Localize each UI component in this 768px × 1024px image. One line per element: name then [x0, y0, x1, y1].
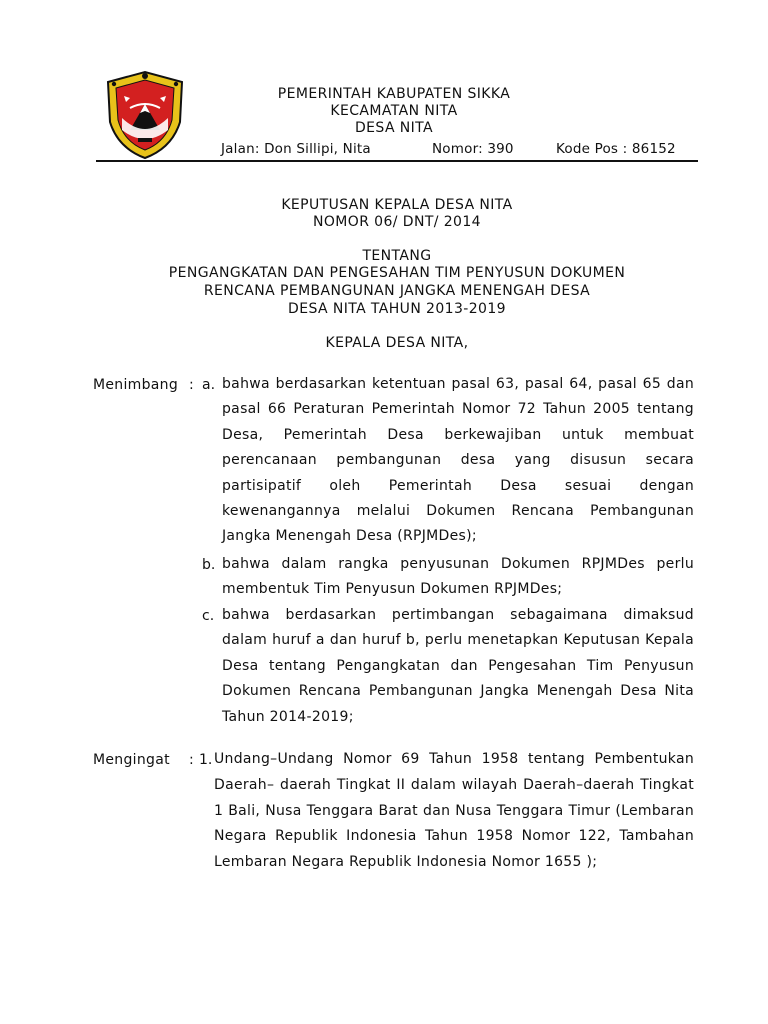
decree-issuer: KEPALA DESA NITA,	[325, 335, 469, 351]
decree-subject-line-2: RENCANA PEMBANGUNAN JANGKA MENENGAH DESA	[203, 283, 591, 299]
menimbang-item-c-mark: c.	[202, 608, 215, 624]
letterhead-divider	[96, 160, 698, 162]
letterhead-line-government: PEMERINTAH KABUPATEN SIKKA	[277, 86, 511, 102]
menimbang-label: Menimbang	[93, 377, 179, 393]
address-street: Jalan: Don Sillipi, Nita	[221, 141, 371, 157]
menimbang-colon: :	[189, 377, 194, 393]
mengingat-item-1-mark: 1.	[199, 752, 213, 768]
decree-subject-line-3: DESA NITA TAHUN 2013-2019	[288, 301, 506, 317]
menimbang-item-c-text: bahwa berdasarkan pertimbangan sebagaimana dimaksud dalam huruf a dan huruf b, perlu menetapkan Keputusan Kepala Desa tentang Pengangkatan dan Pengesahan Tim Penyusun Dokumen Rencana Pembangunan Jangka Menengah Desa Nita Tahun 2014-2019;	[222, 607, 694, 725]
kabupaten-sikka-emblem-icon	[100, 68, 190, 162]
decree-about: TENTANG	[362, 248, 432, 264]
menimbang-item-b-mark: b.	[202, 557, 216, 573]
decree-subject-line-1: PENGANGKATAN DAN PENGESAHAN TIM PENYUSUN DOKUMEN	[168, 265, 626, 281]
letterhead	[200, 86, 588, 137]
address-number: Nomor: 390	[432, 141, 514, 157]
menimbang-item-a-text: bahwa berdasarkan ketentuan pasal 63, pasal 64, pasal 65 dan pasal 66 Peraturan Pemerintah Nomor 72 Tahun 2005 tentang Desa, Pemerintah Desa berkewajiban untuk membuat perencanaan pembangunan desa yang disusun secara partisipatif oleh Pemerintah Desa sesuai dengan kewenangannya melalui Dokumen Rencana Pembangunan Jangka Menengah Desa (RPJMDes);	[222, 376, 694, 545]
letterhead-line-district: KECAMATAN NITA	[330, 103, 458, 119]
mengingat-item-1-text: Undang–Undang Nomor 69 Tahun 1958 tentang Pembentukan Daerah– daerah Tingkat II dalam wilayah Daerah–daerah Tingkat 1 Bali, Nusa Tenggara Barat dan Nusa Tenggara Timur (Lembaran Negara Republik Indonesia Tahun 1958 Nomor 122, Tambahan Lembaran Negara Republik Indonesia Nomor 1655 );	[214, 751, 694, 871]
decree-number: NOMOR 06/ DNT/ 2014	[313, 214, 481, 230]
letterhead-line-village: DESA NITA	[354, 120, 434, 136]
decree-title: KEPUTUSAN KEPALA DESA NITA	[281, 197, 513, 213]
menimbang-item-b-text: bahwa dalam rangka penyusunan Dokumen RPJMDes perlu membentuk Tim Penyusun Dokumen RPJMDes;	[222, 556, 694, 598]
mengingat-label: Mengingat	[93, 752, 170, 768]
menimbang-item-a-mark: a.	[202, 377, 216, 393]
mengingat-colon: :	[189, 752, 194, 768]
address-postcode: Kode Pos : 86152	[556, 141, 676, 157]
